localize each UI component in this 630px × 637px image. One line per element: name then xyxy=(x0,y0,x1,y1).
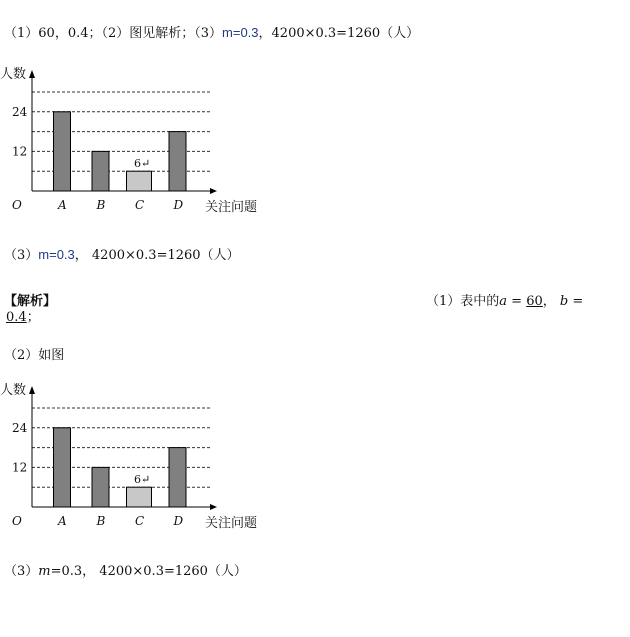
answer-line-3 xyxy=(4,244,240,263)
bar-chart-1 xyxy=(0,60,300,225)
bar xyxy=(54,112,71,191)
x-tick-label: D xyxy=(173,198,184,212)
origin-label: O xyxy=(12,514,22,528)
y-tick-label: 12 xyxy=(12,460,28,475)
y-axis-arrow xyxy=(29,70,35,78)
bar xyxy=(92,151,109,191)
y-axis-arrow xyxy=(29,386,35,394)
final-part-1: （3） xyxy=(4,564,39,579)
origin-label: O xyxy=(12,198,22,212)
answer-summary-line xyxy=(4,22,419,41)
x-tick-label: D xyxy=(173,514,184,528)
x-axis-title: 关注问题 xyxy=(205,516,258,531)
bar xyxy=(127,487,152,507)
answer-part-1: （1）60，0.4；（2）图见解析；（3） xyxy=(4,26,223,41)
q2-label: （2）如图 xyxy=(4,348,65,363)
x-axis-arrow xyxy=(210,188,217,194)
comma: ， xyxy=(542,294,560,309)
x-tick-label: A xyxy=(58,514,67,528)
bar xyxy=(169,132,186,191)
equals-sign: = xyxy=(507,294,527,309)
bar xyxy=(127,171,152,191)
answer-3-part-2: ， 4200×0.3=1260（人） xyxy=(74,248,240,263)
final-answer-line xyxy=(4,560,247,579)
semicolon: ； xyxy=(26,310,40,325)
a-value: 60 xyxy=(526,294,543,309)
bar xyxy=(92,467,109,507)
y-axis-title: 人数 xyxy=(0,383,27,398)
answer-part-2: ，4200×0.3=1260（人） xyxy=(258,26,420,41)
y-tick-label: 24 xyxy=(12,420,28,435)
q1-prefix: （1）表中的 xyxy=(426,294,500,309)
x-tick-label: B xyxy=(96,198,106,212)
b-value: 0.4 xyxy=(6,310,27,325)
bar-data-label: 6↵ xyxy=(134,473,151,487)
bar xyxy=(54,428,71,507)
y-tick-label: 12 xyxy=(12,144,28,159)
a-variable: a xyxy=(499,294,508,309)
m-equation: m=0.3 xyxy=(222,25,259,40)
x-axis-arrow xyxy=(210,504,217,510)
m-variable: m xyxy=(38,564,51,579)
m-equation-2: m=0.3 xyxy=(38,247,75,262)
answer-3-part-1: （3） xyxy=(4,248,39,263)
bar xyxy=(169,448,186,507)
b-equals: = xyxy=(568,294,584,309)
y-tick-label: 24 xyxy=(12,104,28,119)
x-tick-label: A xyxy=(58,198,67,212)
bar-chart-2 xyxy=(0,376,300,541)
x-axis-title: 关注问题 xyxy=(205,200,258,215)
analysis-title: 【解析】 xyxy=(4,294,57,309)
q1-answer-line xyxy=(426,290,583,309)
x-tick-label: B xyxy=(96,514,106,528)
x-tick-label: C xyxy=(135,198,145,212)
b-variable: b xyxy=(559,294,569,309)
y-axis-title: 人数 xyxy=(0,67,27,82)
x-tick-label: C xyxy=(135,514,145,528)
bar-data-label: 6↵ xyxy=(134,157,151,171)
final-part-2: =0.3， 4200×0.3=1260（人） xyxy=(50,564,247,579)
b-answer-line xyxy=(6,306,40,325)
